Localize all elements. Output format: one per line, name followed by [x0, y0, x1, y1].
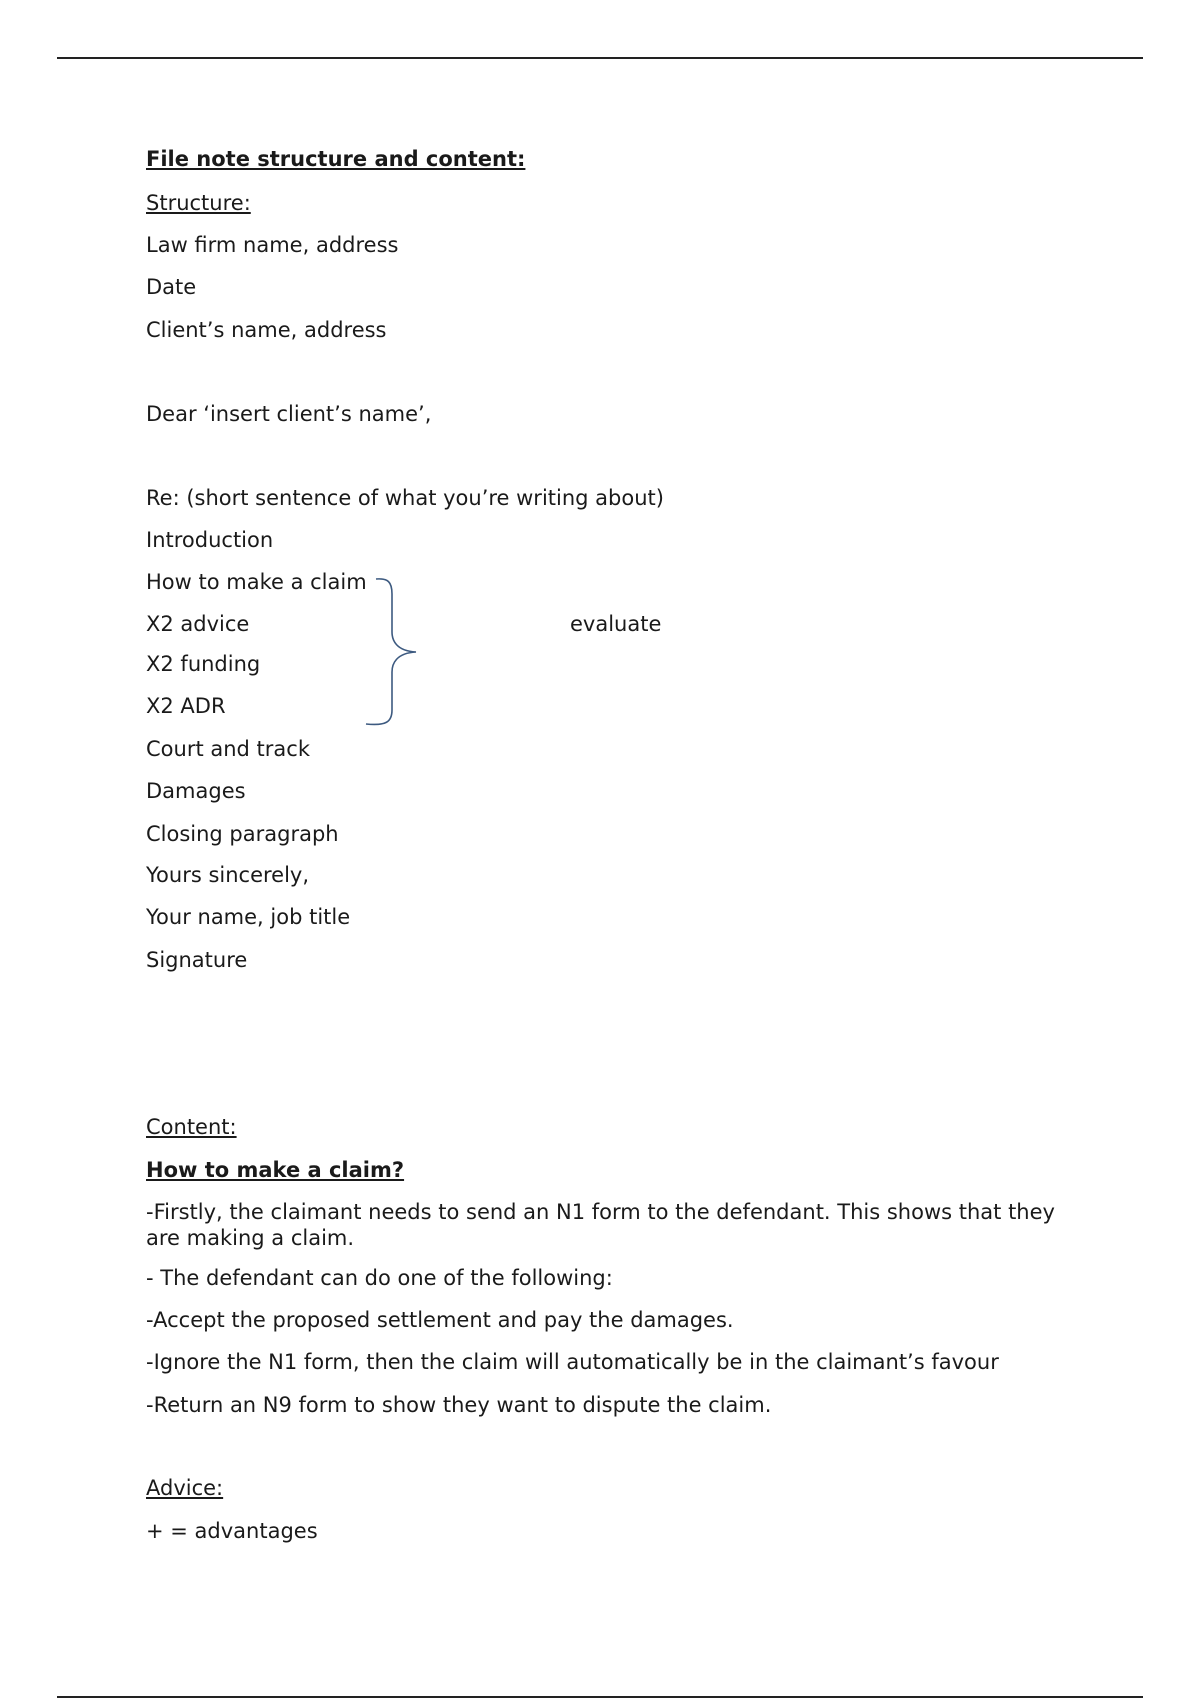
content-heading: Content:: [146, 1115, 237, 1139]
content-paragraph-4: -Ignore the N1 form, then the claim will automatically be in the claimant’s favour: [146, 1350, 999, 1374]
advice-legend: + = advantages: [146, 1519, 318, 1543]
structure-client: Client’s name, address: [146, 318, 387, 342]
structure-advice: X2 advice: [146, 612, 250, 636]
content-paragraph-3: -Accept the proposed settlement and pay the damages.: [146, 1308, 734, 1332]
structure-name-title: Your name, job title: [146, 905, 351, 929]
structure-introduction: Introduction: [146, 528, 274, 552]
content-paragraph-5: -Return an N9 form to show they want to dispute the claim.: [146, 1393, 772, 1417]
evaluate-label: evaluate: [570, 612, 662, 636]
structure-re: Re: (short sentence of what you’re writing about): [146, 486, 664, 510]
structure-funding: X2 funding: [146, 652, 261, 676]
content-subheading: How to make a claim?: [146, 1158, 405, 1182]
structure-damages: Damages: [146, 779, 246, 803]
structure-heading: Structure:: [146, 191, 251, 215]
content-paragraph-1: -Firstly, the claimant needs to send an N1 form to the defendant. This shows that they are making a claim.: [146, 1200, 1055, 1250]
structure-salutation: Dear ‘insert client’s name’,: [146, 402, 432, 426]
structure-signature: Signature: [146, 948, 248, 972]
structure-closing: Closing paragraph: [146, 822, 339, 846]
structure-firm: Law firm name, address: [146, 233, 399, 257]
content-paragraph-2: - The defendant can do one of the following:: [146, 1266, 613, 1290]
footer-rule: [57, 1696, 1143, 1698]
curly-bracket-icon: [360, 576, 420, 728]
structure-court: Court and track: [146, 737, 310, 761]
page-title: File note structure and content:: [146, 147, 526, 171]
header-rule: [57, 57, 1143, 59]
structure-claim: How to make a claim: [146, 570, 367, 594]
advice-heading: Advice:: [146, 1476, 224, 1500]
structure-adr: X2 ADR: [146, 694, 226, 718]
structure-signoff: Yours sincerely,: [146, 863, 310, 887]
structure-date: Date: [146, 275, 197, 299]
